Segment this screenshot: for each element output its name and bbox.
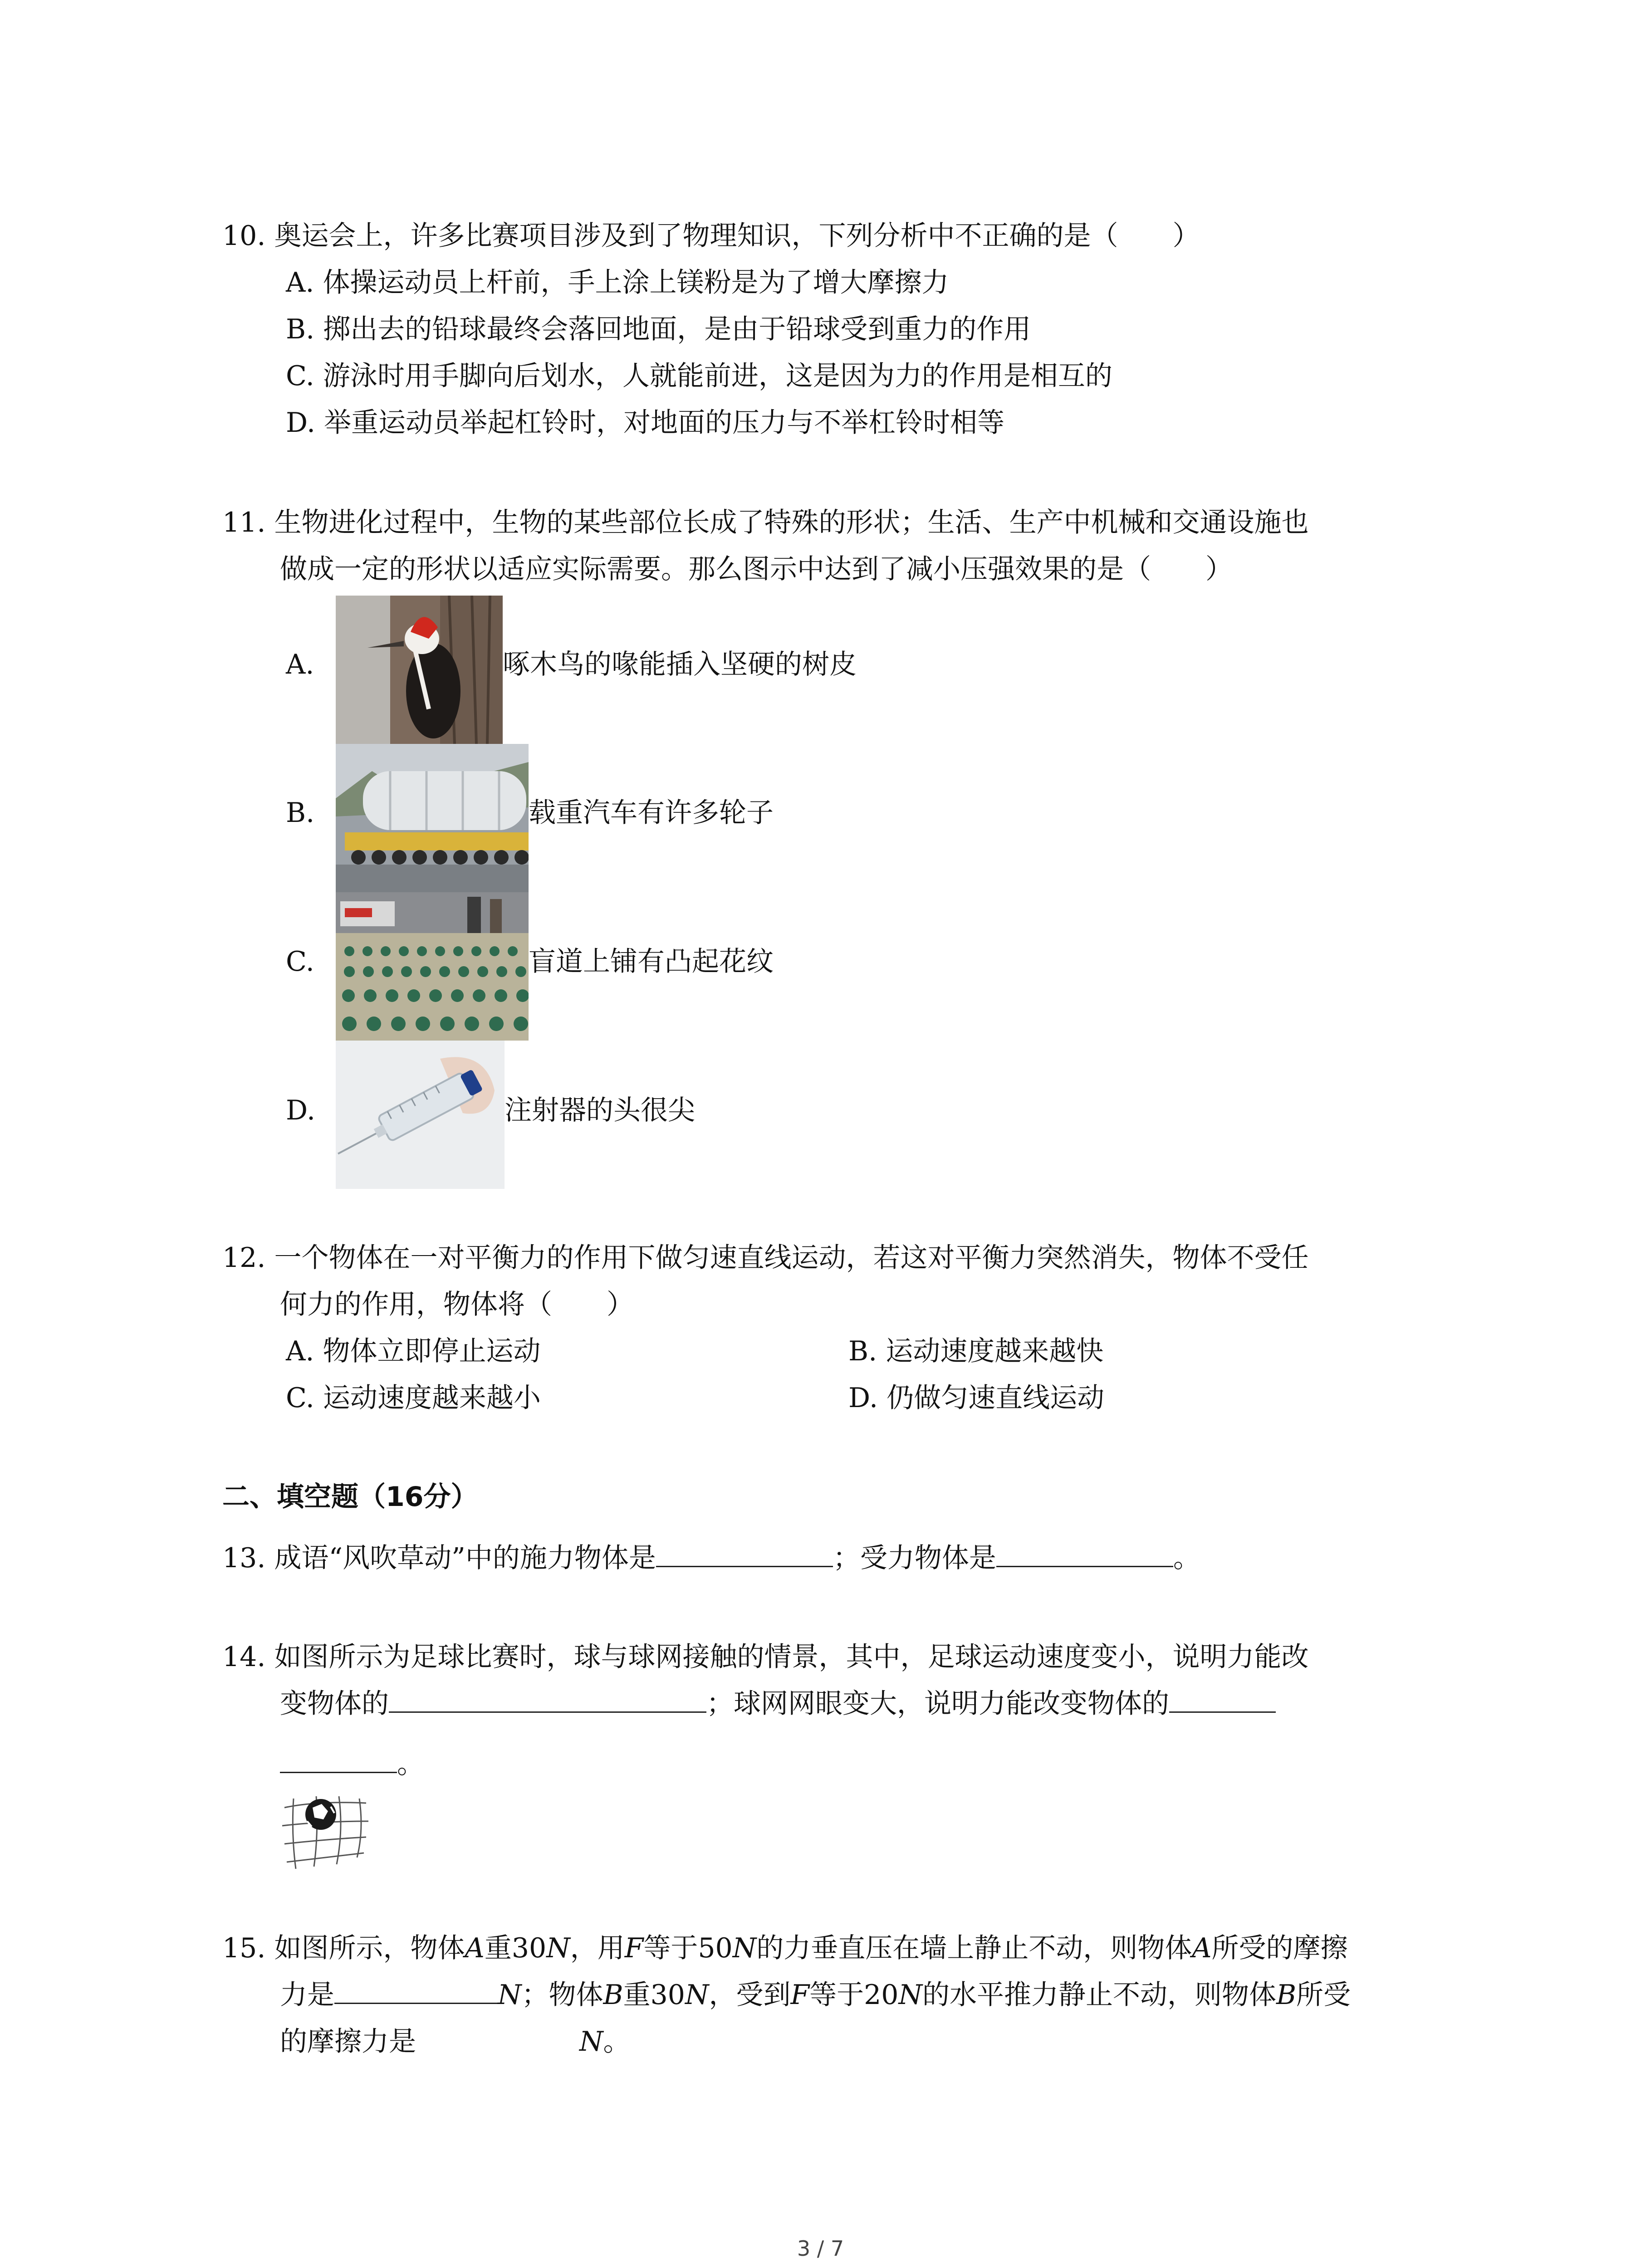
var-b: B (1276, 1979, 1297, 2011)
section-title: 二、填空题（16分） (222, 1481, 478, 1513)
unit-n: N (898, 1979, 922, 2011)
q11-stem-line1: 11. 生物进化过程中，生物的某些部位长成了特殊的形状；生活、生产中机械和交通设施也 (222, 507, 1309, 538)
q11-option-a-text: 啄木鸟的喙能插入坚硬的树皮 (503, 649, 857, 680)
q14-line1: 14. 如图所示为足球比赛时，球与球网接触的情景，其中，足球运动速度变小，说明力能改 (222, 1641, 1309, 1673)
q14-text-3: 。 (397, 1748, 424, 1780)
var-b: B (603, 1979, 623, 2011)
q15-line1 (222, 1930, 1348, 1966)
q10-option-a: A. 体操运动员上杆前，手上涂上镁粉是为了增大摩擦力 (286, 267, 949, 298)
q15-text: ，用 (570, 1932, 625, 1964)
var-f: F (790, 1979, 810, 2011)
q11-option-b-text: 载重汽车有许多轮子 (529, 797, 774, 829)
q14-blank-2a (1169, 1688, 1276, 1713)
q15-text: ；物体 (521, 1979, 603, 2011)
q11-option-c-text: 盲道上铺有凸起花纹 (529, 946, 774, 978)
q15-text: 的摩擦力是 (280, 2026, 416, 2058)
q15-line2 (280, 1977, 1351, 2013)
q12-option-c: C. 运动速度越来越小 (286, 1382, 541, 1414)
unit-n: N (685, 1979, 709, 2011)
q15-text: 所受的摩擦 (1211, 1932, 1348, 1964)
q13-text-3: 。 (1173, 1542, 1200, 1574)
q10-option-b: B. 掷出去的铅球最终会落回地面，是由于铅球受到重力的作用 (286, 313, 1031, 345)
q11-option-a-letter: A. (286, 649, 314, 680)
q14-text-1: 变物体的 (280, 1688, 389, 1720)
q11-option-b-letter: B. (286, 797, 315, 829)
soccer-ball-net-sketch (280, 1789, 371, 1871)
unit-n: N (498, 1979, 522, 2011)
q15-blank-1 (334, 1979, 498, 2004)
unit-n: N (579, 2026, 603, 2058)
syringe-photo (336, 1041, 505, 1189)
unit-n: N (732, 1932, 757, 1964)
tactile-paving-photo (336, 892, 529, 1041)
q11-option-d-letter: D. (286, 1095, 316, 1126)
woodpecker-photo (336, 596, 503, 744)
q15-number: 30 (511, 1932, 547, 1964)
q10-option-d: D. 举重运动员举起杠铃时，对地面的压力与不举杠铃时相等 (286, 407, 1005, 439)
q15-text: 力是 (280, 1979, 334, 2011)
heavy-truck-photo (336, 744, 529, 892)
q14-line3 (280, 1746, 424, 1782)
q10-option-c: C. 游泳时用手脚向后划水，人就能前进，这是因为力的作用是相互的 (286, 360, 1112, 392)
q15-text: 所受 (1296, 1979, 1351, 2011)
unit-n: N (546, 1932, 570, 1964)
q15-text: 。 (603, 2026, 631, 2058)
q12-option-b: B. 运动速度越来越快 (848, 1335, 1104, 1367)
q11-option-d-text: 注射器的头很尖 (505, 1095, 695, 1126)
q15-text: 重 (484, 1932, 512, 1964)
q14-line2 (280, 1686, 1276, 1722)
q14-blank-2b (280, 1748, 397, 1773)
q15-number: 30 (650, 1979, 685, 2011)
q12-stem-line2: 何力的作用，物体将（ ） (280, 1289, 634, 1320)
q13-text-2: ；受力物体是 (833, 1542, 996, 1574)
q12-option-a: A. 物体立即停止运动 (286, 1335, 541, 1367)
q12-option-d: D. 仍做匀速直线运动 (848, 1382, 1105, 1414)
q15-text: 15. 如图所示，物体 (222, 1932, 465, 1964)
q15-text: 的水平推力静止不动，则物体 (922, 1979, 1276, 2011)
q15-number: 20 (864, 1979, 899, 2011)
q13-blank-2 (996, 1542, 1173, 1567)
q15-text: 的力垂直压在墙上静止不动，则物体 (756, 1932, 1192, 1964)
q15-number: 50 (698, 1932, 733, 1964)
var-a: A (465, 1932, 485, 1964)
q15-text: 等于 (643, 1932, 698, 1964)
q13-text-1: 13. 成语“风吹草动”中的施力物体是 (222, 1542, 656, 1574)
var-f: F (624, 1932, 644, 1964)
q15-text: 等于 (809, 1979, 864, 2011)
q11-option-c-letter: C. (286, 946, 314, 978)
q12-stem-line1: 12. 一个物体在一对平衡力的作用下做匀速直线运动，若这对平衡力突然消失，物体不受任 (222, 1242, 1309, 1274)
q13 (222, 1540, 1200, 1576)
page-number: 3 / 7 (797, 2236, 844, 2261)
q13-blank-1 (656, 1542, 833, 1567)
q15-text: ，受到 (709, 1979, 791, 2011)
var-a: A (1192, 1932, 1212, 1964)
q14-text-2: ；球网网眼变大，说明力能改变物体的 (706, 1688, 1169, 1720)
q11-stem-line2: 做成一定的形状以适应实际需要。那么图示中达到了减小压强效果的是（ ） (280, 553, 1233, 585)
q14-blank-1 (389, 1688, 706, 1713)
q10-stem: 10. 奥运会上，许多比赛项目涉及到了物理知识，下列分析中不正确的是（ ） (222, 220, 1200, 252)
q15-text: 重 (623, 1979, 651, 2011)
q15-line3 (280, 2024, 631, 2060)
